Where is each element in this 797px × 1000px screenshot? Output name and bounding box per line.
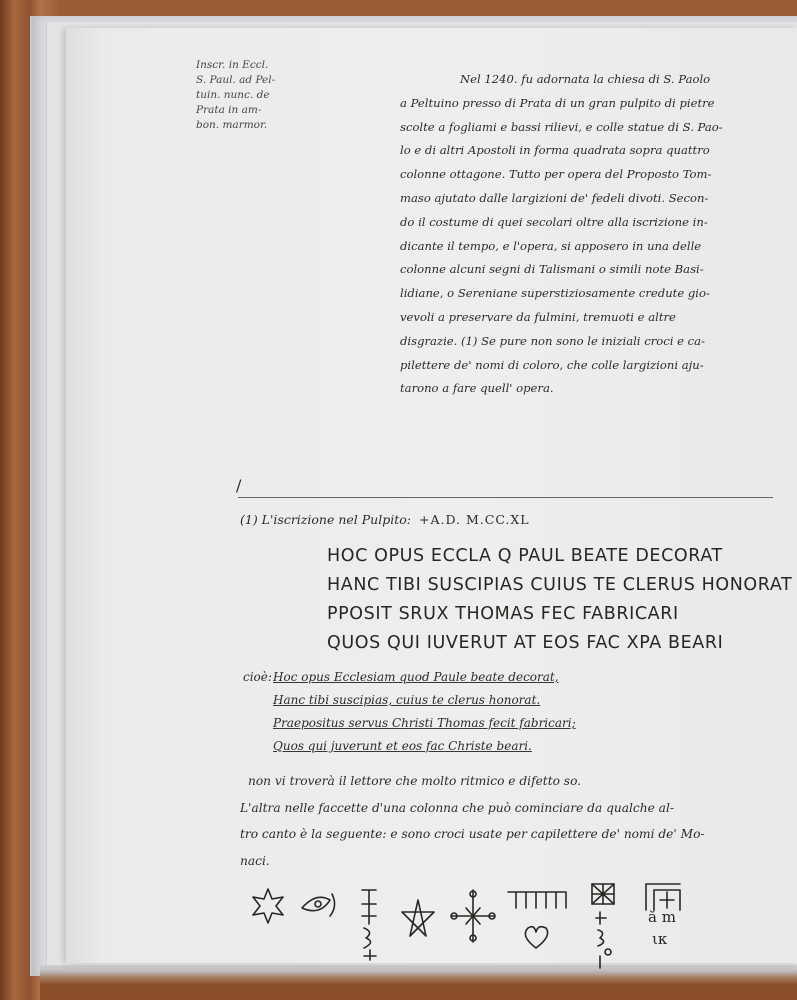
- transliteration: [243, 666, 576, 758]
- eye-symbol-icon: [298, 886, 338, 926]
- commentary: [240, 768, 780, 874]
- transliteration-label: cioè:: [243, 670, 272, 684]
- margin-note-line: Inscr. in Eccl.: [196, 59, 269, 71]
- main-paragraph: [400, 68, 780, 401]
- main-line: disgrazie. (1) Se pure non sono le iniziali croci e ca-: [400, 333, 705, 348]
- main-line: lo e di altri Apostoli in forma quadrata sopra quattro: [400, 143, 710, 158]
- commentary-line: non vi troverà il lettore che molto ritmico e difetto so.: [248, 774, 582, 788]
- star-symbol-icon: [248, 886, 288, 926]
- main-line: scolte a fogliami e bassi rilievi, e colle statue di S. Pao-: [400, 119, 723, 134]
- symbol-caption: ă m: [648, 908, 676, 926]
- inscription-line: QUOS QUI IUVERUT AT EOS FAC XPA BEARI: [327, 633, 724, 653]
- transliteration-text: Quos qui juverunt et eos fac Christe beari.: [273, 739, 532, 753]
- main-line: dicante il tempo, e l'opera, si apposero in una delle: [400, 238, 702, 253]
- main-line: vevoli a preservare da fulmini, tremuoti e altre: [400, 309, 676, 324]
- transliteration-text: Hoc opus Ecclesiam quod Paule beate decorat,: [273, 670, 559, 684]
- main-line: maso ajutato dalle largizioni de' fedeli divoti. Secon-: [400, 190, 709, 205]
- symbol-caption: ικ: [652, 930, 668, 948]
- transliteration-text: Hanc tibi suscipias, cuius te clerus honorat.: [273, 693, 541, 707]
- transliteration-line: [243, 689, 576, 712]
- inscription-line: HOC OPUS ECCLA Q PAUL BEATE DECORAT: [327, 546, 723, 566]
- main-line: a Peltuino presso di Prata di un gran pulpito di pietre: [400, 95, 715, 110]
- margin-note-line: bon. marmor.: [196, 119, 268, 131]
- commentary-line: tro canto è la seguente: e sono croci usate per capilettere de' nomi de' Mo-: [240, 827, 705, 841]
- footnote-heading-text: (1) L'iscrizione nel Pulpito:: [240, 512, 411, 527]
- main-line: colonne ottagone. Tutto per opera del Proposto Tom-: [400, 167, 712, 182]
- inscription: [327, 542, 792, 658]
- transliteration-line: [243, 666, 576, 689]
- boxed-cross-monogram-symbol-icon: [586, 880, 626, 970]
- comb-heart-symbol-icon: [506, 886, 570, 956]
- footnote-heading: [240, 512, 530, 527]
- main-line: tarono a fare quell' opera.: [400, 381, 554, 396]
- margin-note-line: Prata in am-: [196, 104, 262, 116]
- transliteration-line: [243, 735, 576, 758]
- footnote-date: +A.D. M.CC.XL: [418, 512, 530, 527]
- margin-note-line: tuin. nunc. de: [196, 89, 270, 101]
- commentary-line: L'altra nelle faccette d'una colonna che può cominciare da qualche al-: [240, 800, 674, 815]
- footnote-marker: /: [236, 476, 242, 495]
- main-line: pilettere de' nomi di coloro, che colle largizioni aju-: [400, 357, 704, 372]
- commentary-line: naci.: [240, 853, 270, 868]
- margin-note: [196, 58, 386, 133]
- transliteration-line: [243, 712, 576, 735]
- footnote-rule: [238, 497, 773, 498]
- quatrefoil-cross-symbol-icon: [448, 886, 498, 946]
- transliteration-text: Praepositus servus Christi Thomas fecit fabricari;: [273, 716, 576, 730]
- main-line: do il costume di quei secolari oltre alla iscrizione in-: [400, 214, 708, 229]
- main-line: lidiane, o Sereniane superstiziosamente credute gio-: [400, 286, 710, 301]
- talisman-symbols: [240, 876, 710, 971]
- main-line: colonne alcuni segni di Talismani o simili note Basi-: [400, 262, 704, 277]
- pentagram-symbol-icon: [398, 896, 438, 946]
- cross-monogram-symbol-icon: [352, 884, 392, 964]
- main-line: Nel 1240. fu adornata la chiesa di S. Paolo: [460, 72, 711, 86]
- margin-note-line: S. Paul. ad Pel-: [196, 74, 276, 86]
- inscription-line: HANC TIBI SUSCIPIAS CUIUS TE CLERUS HONORAT: [327, 575, 793, 595]
- inscription-line: PPOSIT SRUX THOMAS FEC FABRICARI: [327, 604, 679, 624]
